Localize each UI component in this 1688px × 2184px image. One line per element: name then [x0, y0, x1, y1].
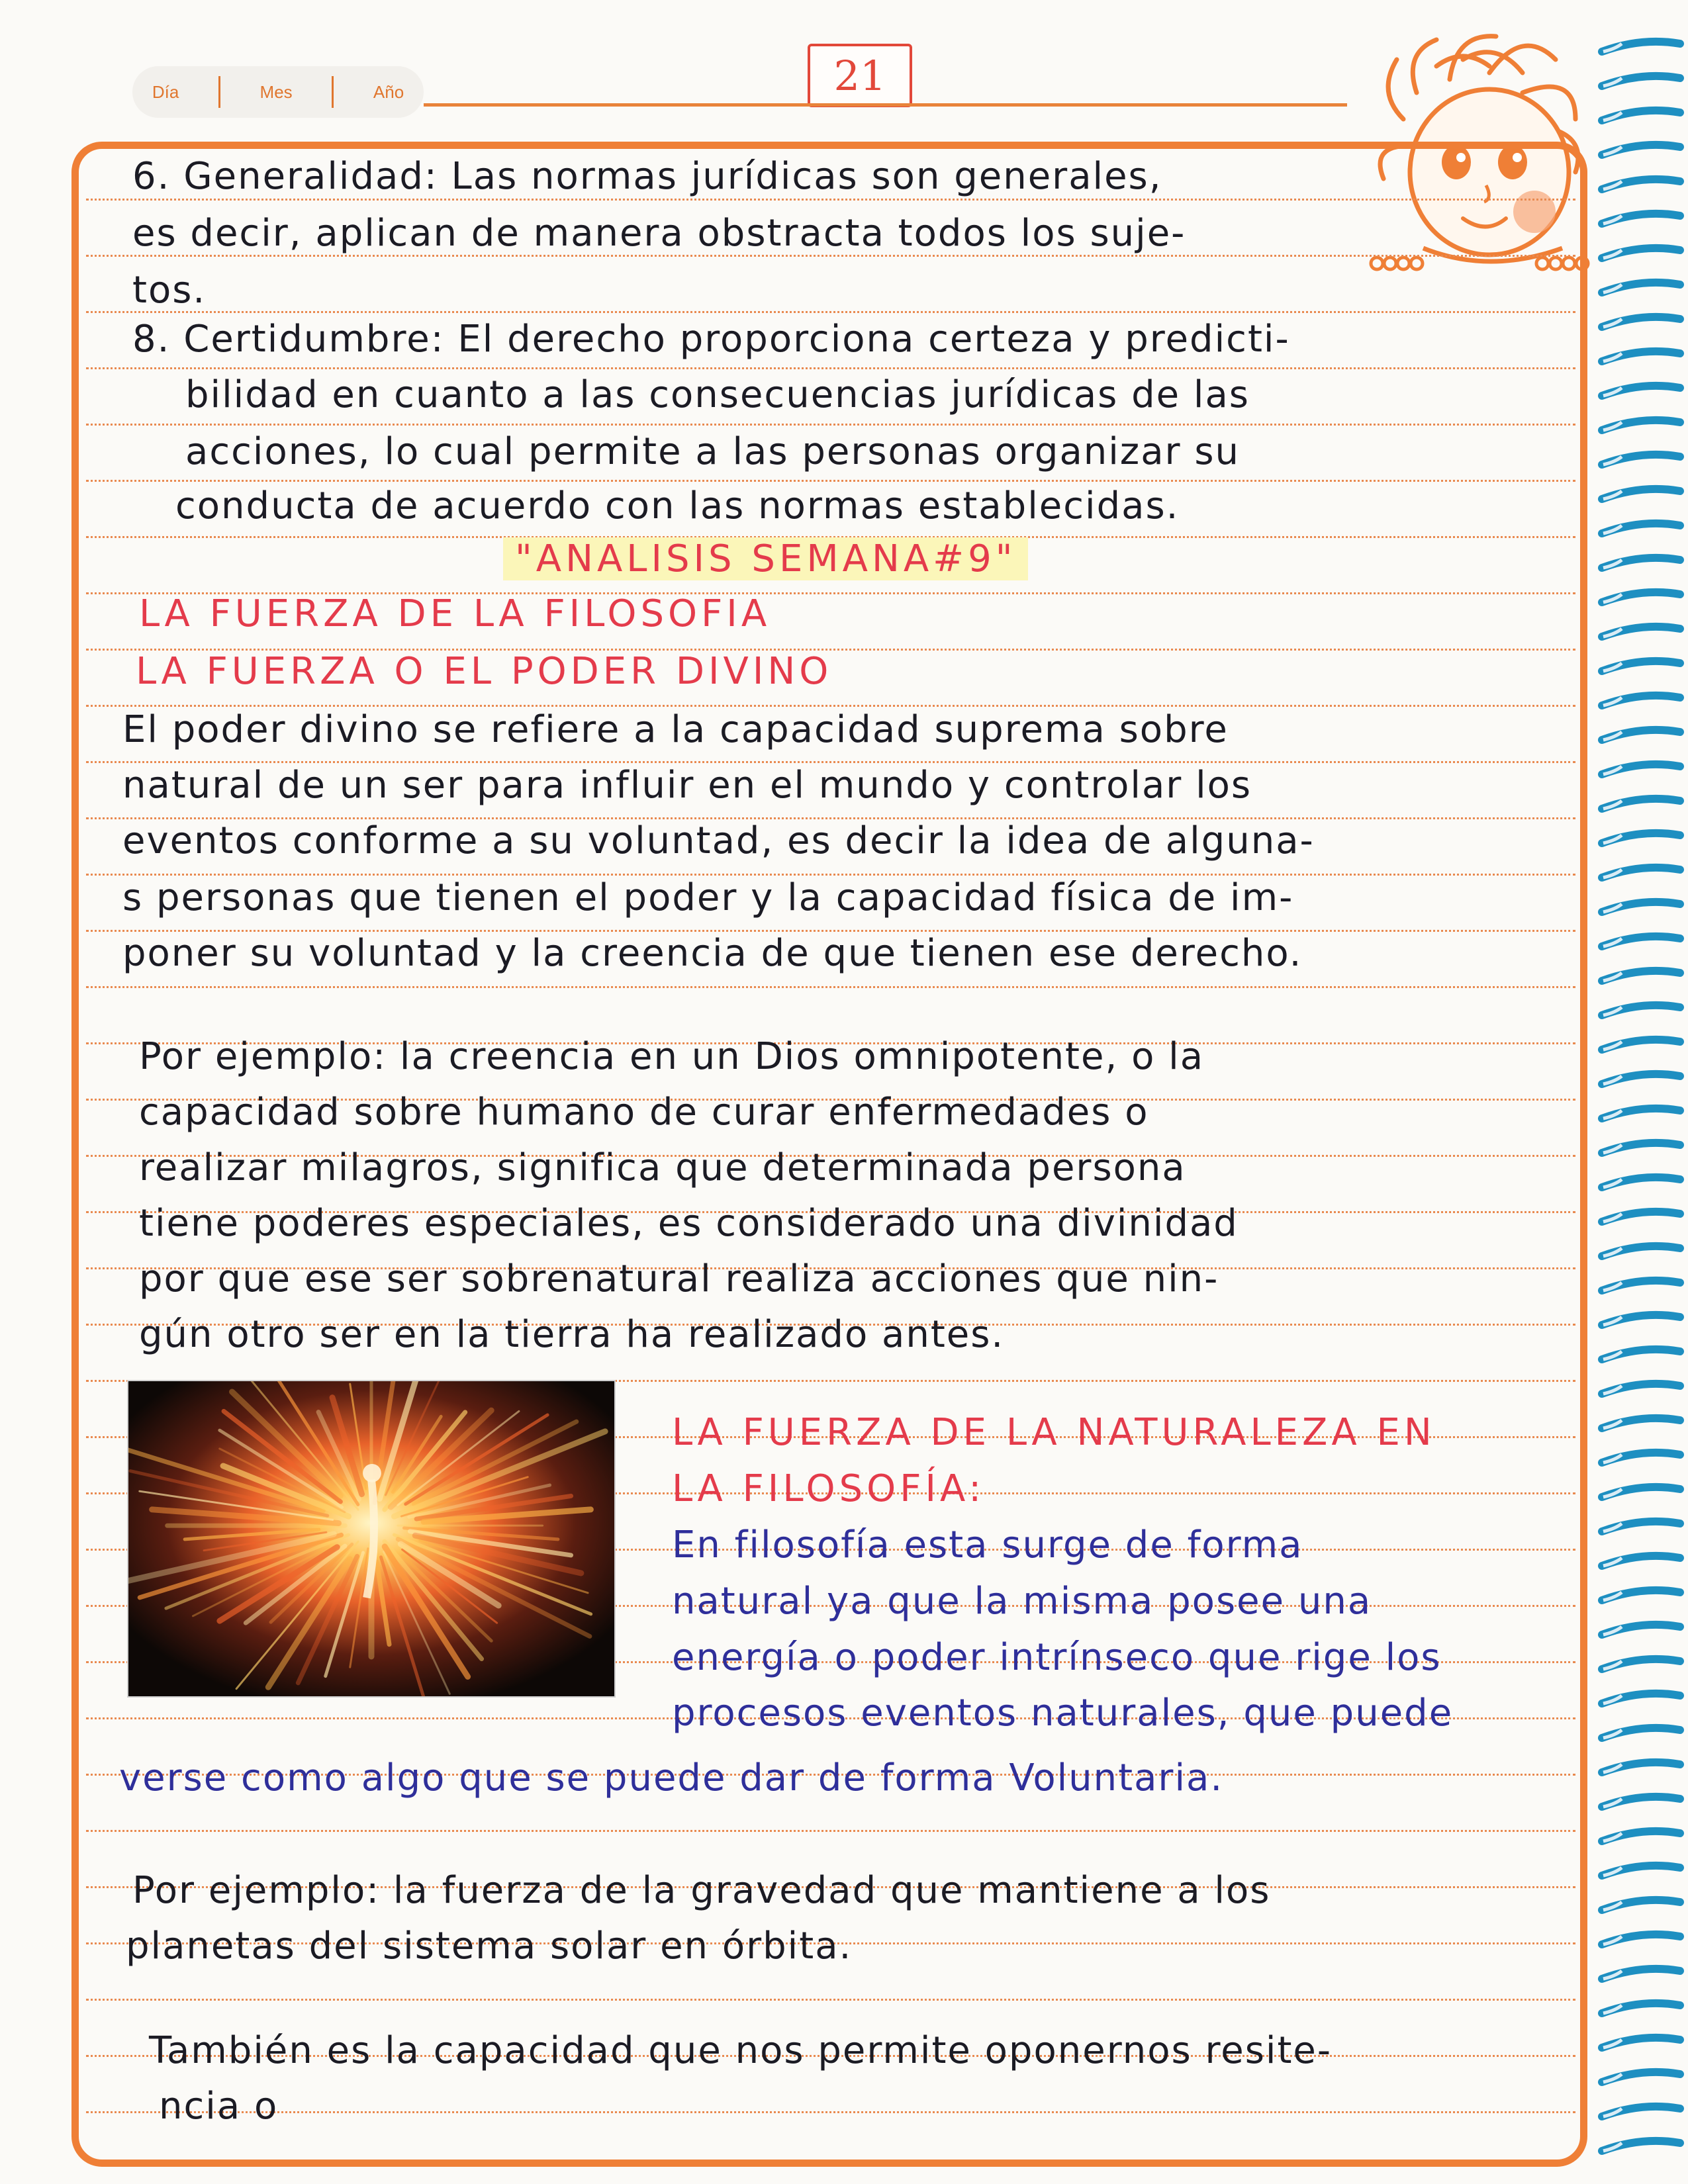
- ruled-line: [86, 424, 1575, 426]
- spiral-binding: [1595, 26, 1688, 2184]
- date-month-label: Mes: [259, 81, 293, 102]
- highlight: "ANALISIS SEMANA#9": [503, 537, 1028, 580]
- text-line: conducta de acuerdo con las normas establecidas.: [175, 484, 1180, 527]
- text-line: También es la capacidad que nos permite oponernos resite-: [149, 2029, 1333, 2072]
- text-line: Por ejemplo: la fuerza de la gravedad que mantiene a los: [132, 1869, 1271, 1912]
- text-line: En filosofía esta surge de forma: [672, 1524, 1303, 1567]
- text-line: Por ejemplo: la creencia en un Dios omnipotente, o la: [139, 1035, 1205, 1078]
- ruled-line: [86, 2111, 1575, 2113]
- page-number: 21: [808, 44, 912, 107]
- text-line: 8. Certidumbre: El derecho proporciona certeza y predicti-: [132, 318, 1290, 361]
- text-line: tiene poderes especiales, es considerado una divinidad: [139, 1202, 1239, 1245]
- header-rule: [424, 103, 1347, 107]
- text-line: 6. Generalidad: Las normas jurídicas son generales,: [132, 155, 1162, 198]
- text-line: es decir, aplican de manera obstracta todos los suje-: [132, 212, 1186, 255]
- date-day-label: Día: [152, 81, 179, 102]
- date-field: [132, 66, 424, 118]
- text-line: s personas que tienen el poder y la capacidad física de im-: [122, 876, 1294, 919]
- text-line: planetas del sistema solar en órbita.: [126, 1925, 853, 1968]
- text-line: capacidad sobre humano de curar enfermedades o: [139, 1091, 1149, 1134]
- text-line: El poder divino se refiere a la capacidad suprema sobre: [122, 708, 1229, 751]
- ruled-line: [86, 1999, 1575, 2001]
- ruled-line: [86, 1830, 1575, 1832]
- text-line: poner su voluntad y la creencia de que tienen ese derecho.: [122, 932, 1303, 975]
- date-separator: [332, 76, 334, 108]
- text-line: tos.: [132, 269, 207, 312]
- text-line: acciones, lo cual permite a las personas organizar su: [185, 430, 1241, 473]
- text-line: procesos eventos naturales, que puede: [672, 1692, 1454, 1735]
- ruled-line: [86, 311, 1575, 313]
- date-separator: [218, 76, 220, 108]
- heading: LA FUERZA DE LA FILOSOFIA: [139, 592, 771, 635]
- heading: LA FUERZA DE LA NATURALEZA EN: [672, 1411, 1436, 1454]
- date-year-label: Año: [373, 81, 404, 102]
- section-label-highlighted: [503, 536, 1028, 582]
- heading: LA FILOSOFÍA:: [672, 1467, 986, 1510]
- text-line: natural ya que la misma posee una: [672, 1580, 1372, 1623]
- ruled-line: [86, 986, 1575, 988]
- text-line: bilidad en cuanto a las consecuencias jurídicas de las: [185, 373, 1250, 416]
- text-line: verse como algo que se puede dar de forma Voluntaria.: [119, 1756, 1224, 1799]
- divine-light-photo: [127, 1380, 616, 1698]
- text-line: eventos conforme a su voluntad, es decir la idea de alguna-: [122, 819, 1315, 862]
- subheading: LA FUERZA O EL PODER DIVINO: [136, 650, 833, 693]
- text-line: energía o poder intrínseco que rige los: [672, 1636, 1442, 1679]
- text-line: realizar milagros, significa que determinada persona: [139, 1146, 1186, 1189]
- ruled-line: [86, 367, 1575, 369]
- text-line: ncia o: [159, 2085, 279, 2128]
- ruled-line: [86, 480, 1575, 482]
- text-line: gún otro ser en la tierra ha realizado antes.: [139, 1313, 1005, 1356]
- text-line: por que ese ser sobrenatural realiza acciones que nin-: [139, 1257, 1219, 1300]
- text-line: natural de un ser para influir en el mundo y controlar los: [122, 764, 1252, 807]
